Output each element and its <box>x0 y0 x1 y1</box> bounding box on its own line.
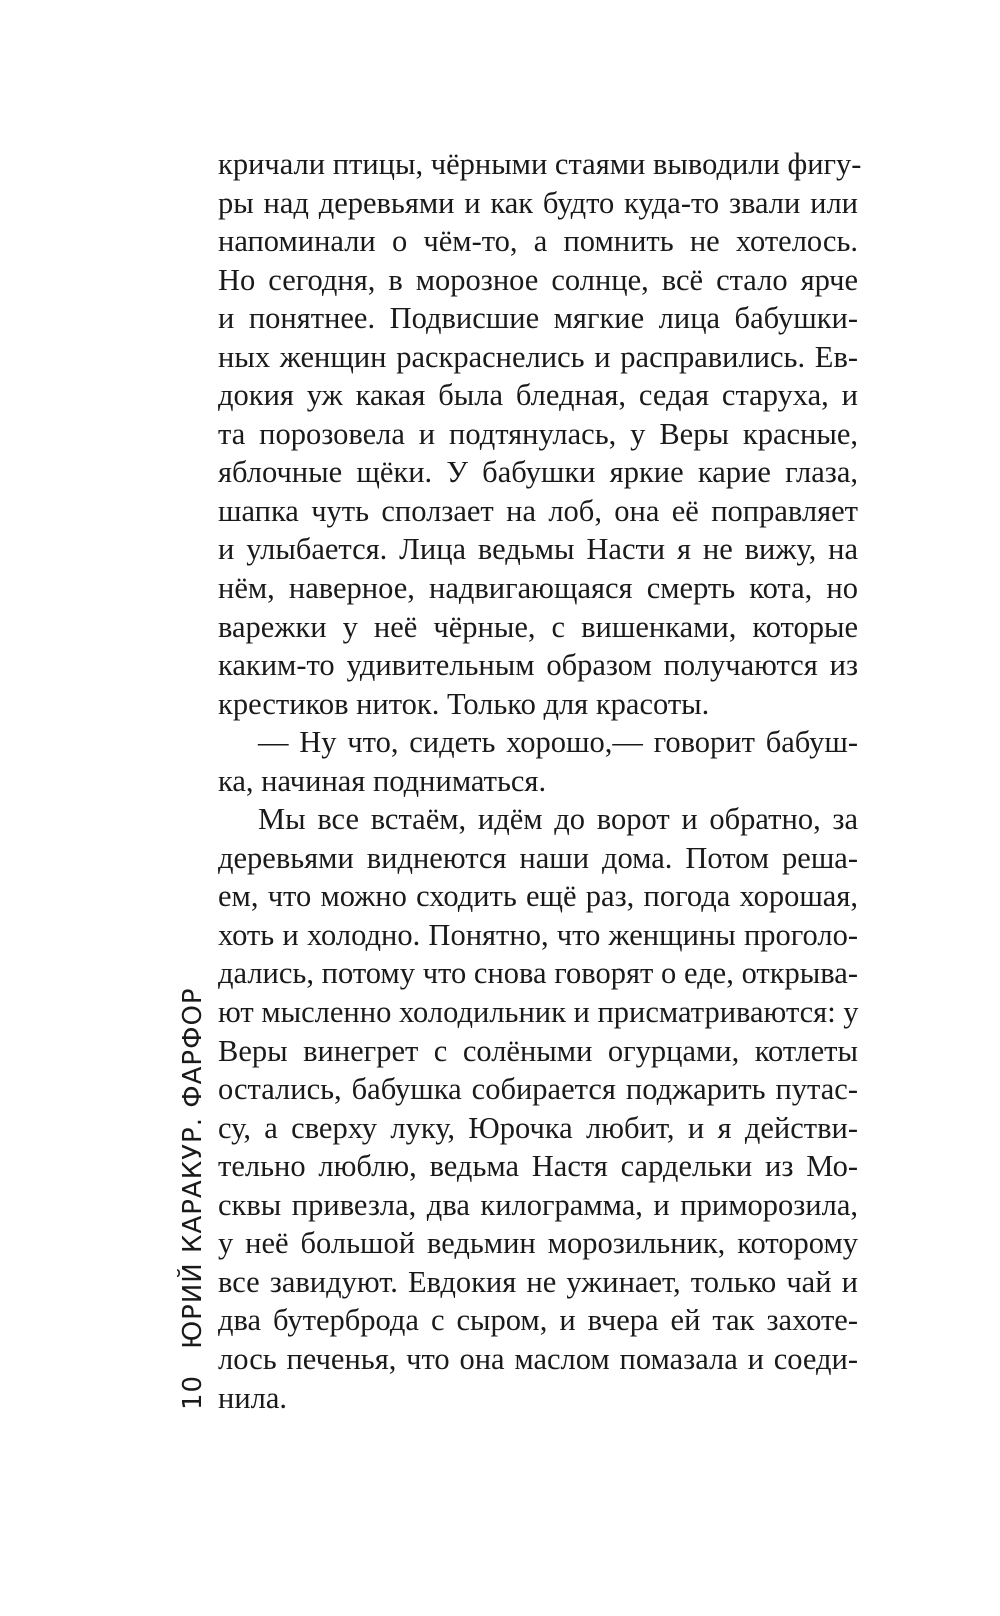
text-line: тельно люблю, ведьма Настя сардельки из Мо- <box>218 1149 858 1184</box>
text-line: нём, наверное, надвигающаяся смерть кота, но <box>218 571 858 606</box>
text-line: дались, потому что снова говорят о еде, открыва- <box>218 956 858 991</box>
text-line: и понятнее. Подвисшие мягкие лица бабушки- <box>218 301 858 336</box>
book-author-title: ЮРИЙ КАРАКУР. ФАРФОР <box>178 987 208 1349</box>
text-line: су, а сверху луку, Юрочка любит, и я действи- <box>218 1110 858 1145</box>
paragraph-last-line: крестиков ниток. Только для красоты. <box>218 686 710 721</box>
text-line: лось печенья, что она маслом помазала и соеди- <box>218 1341 858 1376</box>
text-line: напоминали о чём-то, а помнить не хотелось. <box>218 224 858 259</box>
text-line: сквы привезла, два килограмма, и приморозила, <box>218 1187 858 1222</box>
text-line: кричали птицы, чёрными стаями выводили фигу- <box>218 147 862 181</box>
running-head <box>178 987 208 1410</box>
page-number: 10 <box>178 1374 208 1410</box>
body-text <box>218 145 862 1417</box>
text-line: ры над деревьями и как будто куда-то звали или <box>218 185 858 220</box>
text-line: два бутерброда с сыром, и вчера ей так захоте- <box>218 1303 858 1338</box>
text-line: та порозовела и подтянулась, у Веры красные, <box>218 416 858 451</box>
text-line: остались, бабушка собирается поджарить путас- <box>218 1072 858 1107</box>
text-line: Но сегодня, в морозное солнце, всё стало ярче <box>218 262 858 297</box>
paragraph-last-line: ка, начиная подниматься. <box>218 763 547 798</box>
text-line: ем, что можно сходить ещё раз, погода хорошая, <box>218 879 858 914</box>
text-line: варежки у неё чёрные, с вишенками, которые <box>218 609 858 644</box>
text-line: ных женщин раскраснелись и расправились. Ев- <box>218 339 858 374</box>
dialogue-line: — Ну что, сидеть хорошо,— говорит бабуш- <box>258 725 858 760</box>
text-line: каким-то удивительным образом получаются из <box>218 648 858 683</box>
paragraph-first-line: Мы все встаём, идём до ворот и обратно, за <box>258 802 858 837</box>
text-line: и улыбается. Лица ведьмы Насти я не вижу, на <box>218 532 858 567</box>
text-line: у неё большой ведьмин морозильник, которому <box>218 1226 858 1261</box>
text-line: яблочные щёки. У бабушки яркие карие глаза, <box>218 455 858 490</box>
paragraph-last-line: нила. <box>218 1380 288 1415</box>
text-line: деревьями виднеются наши дома. Потом реша- <box>218 840 858 875</box>
text-line: докия уж какая была бледная, седая старуха, и <box>218 378 858 413</box>
text-line: Веры винегрет с солёными огурцами, котлеты <box>218 1033 858 1068</box>
text-line: все завидуют. Евдокия не ужинает, только чай и <box>218 1264 858 1299</box>
text-line: шапка чуть сползает на лоб, она её поправляет <box>218 493 858 528</box>
text-line: хоть и холодно. Понятно, что женщины проголо- <box>218 917 858 952</box>
text-line: ют мысленно холодильник и присматриваются: у <box>218 995 859 1030</box>
